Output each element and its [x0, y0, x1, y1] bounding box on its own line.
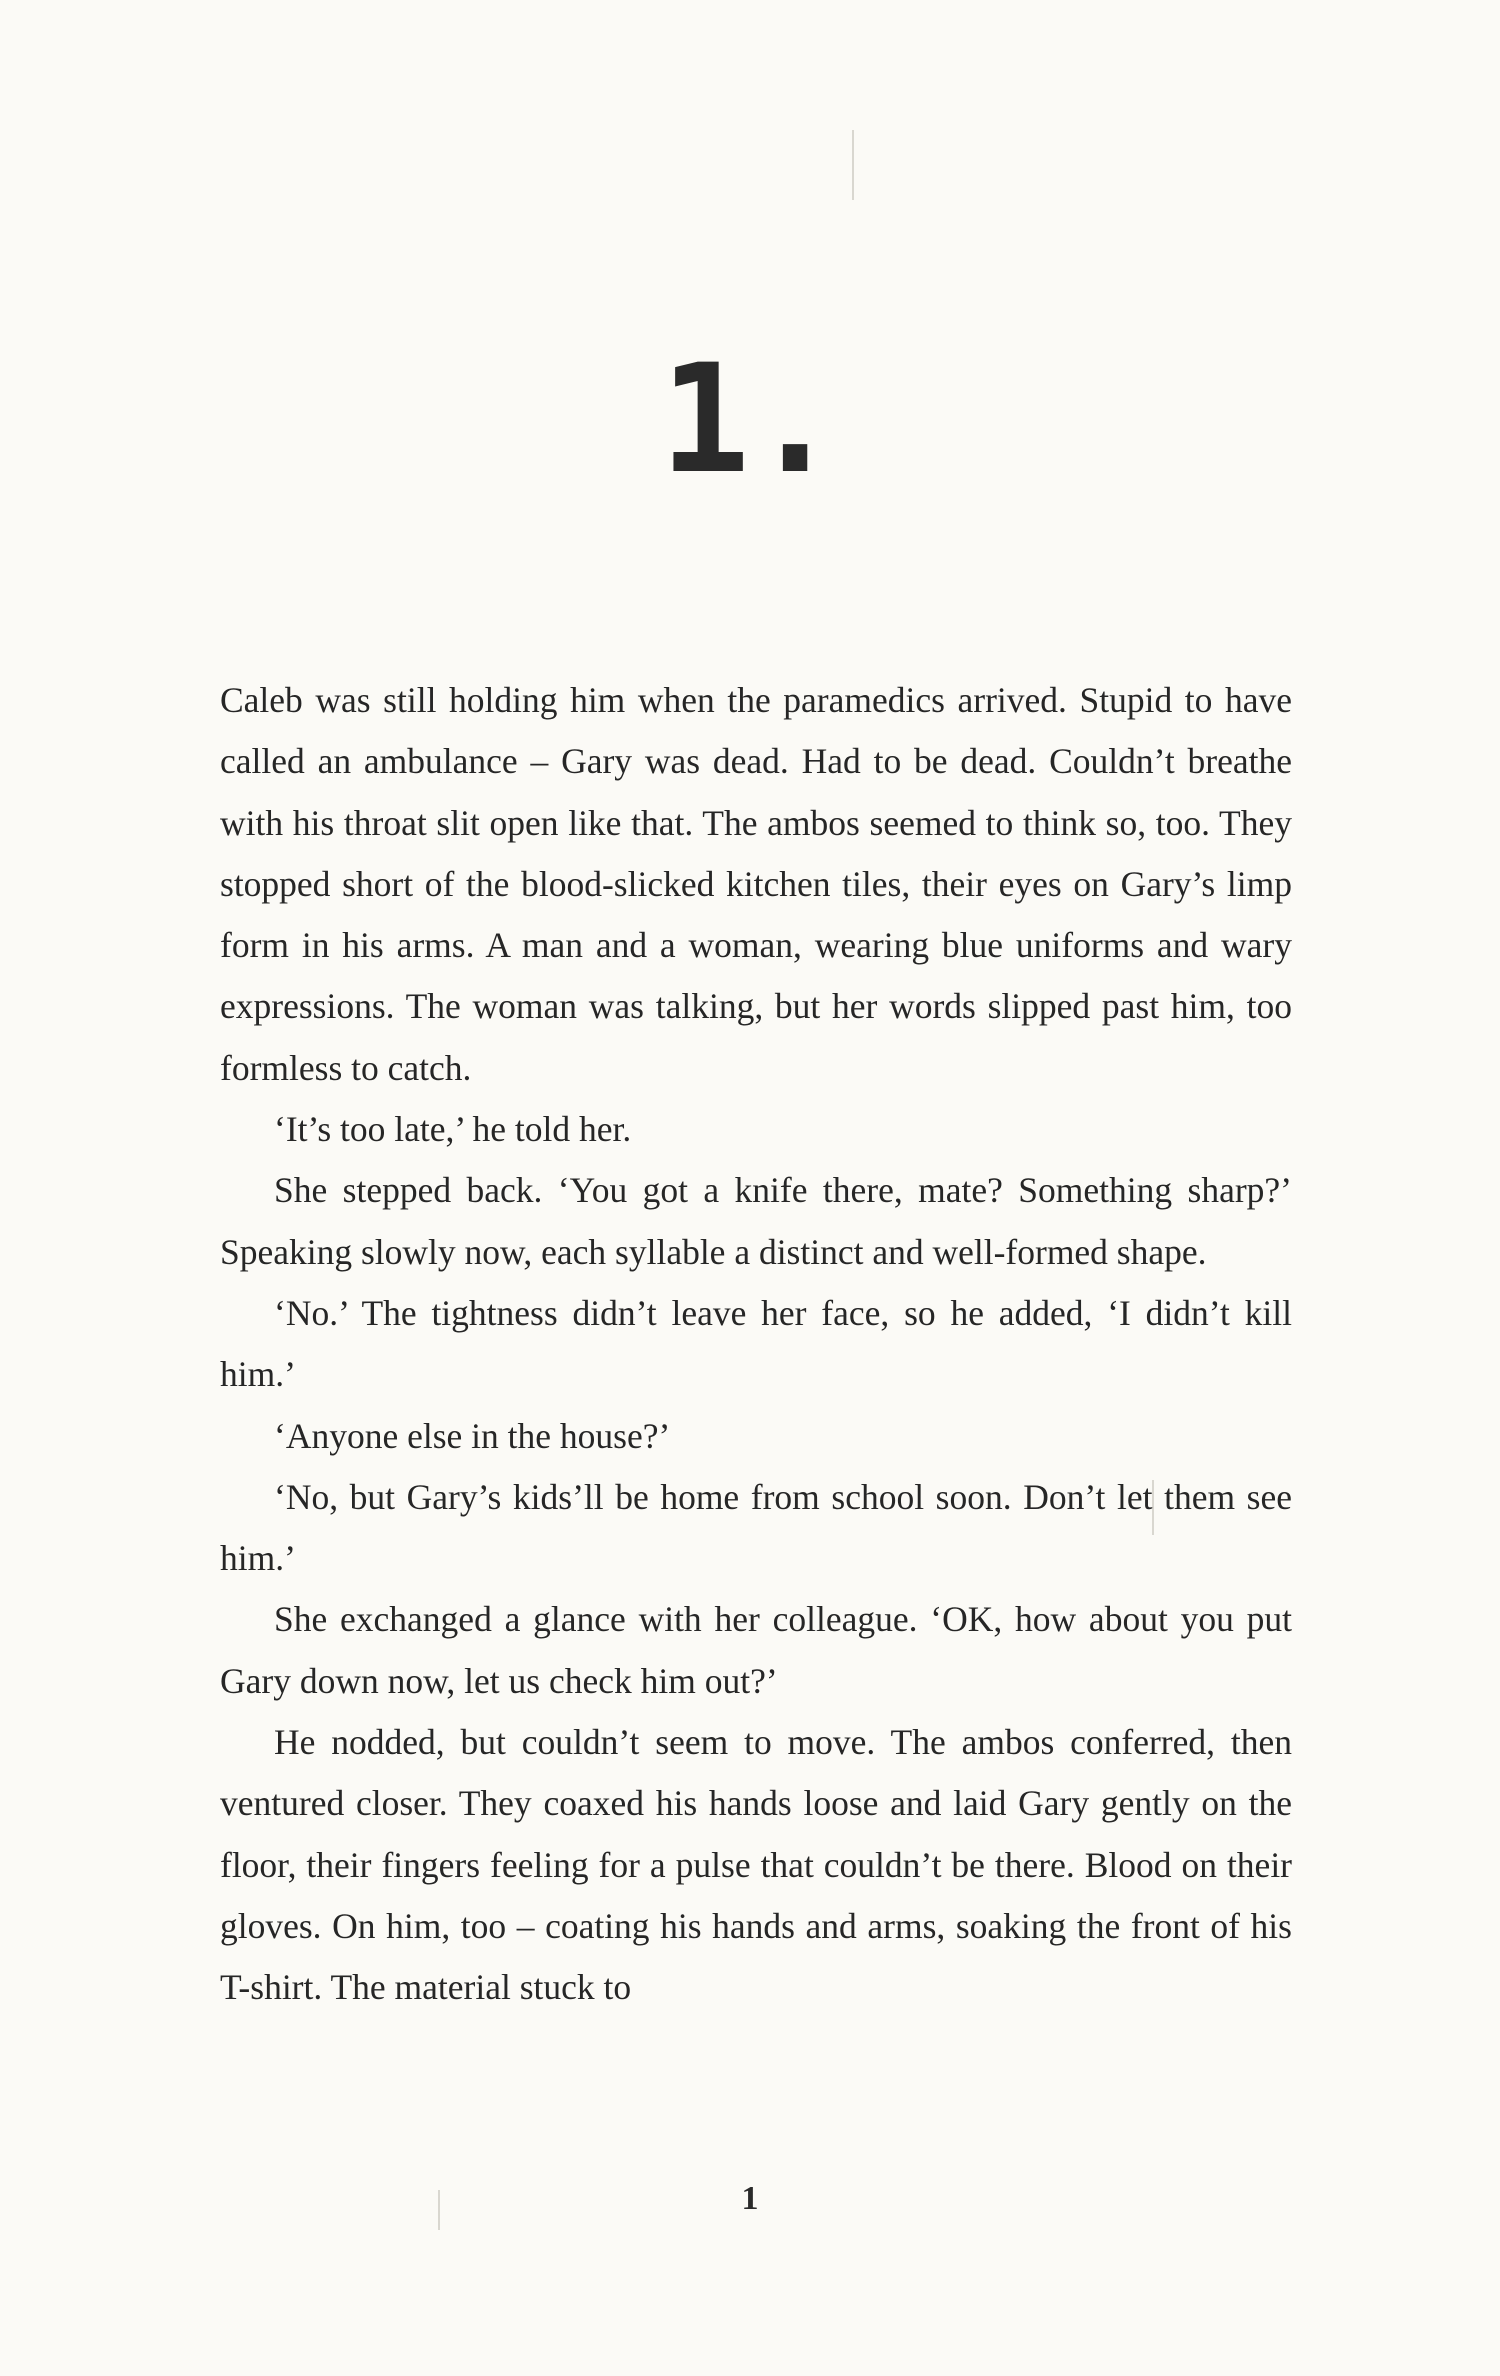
- chapter-number: 1.: [659, 333, 841, 507]
- scan-mark: [852, 130, 854, 200]
- paragraph: ‘Anyone else in the house?’: [274, 1415, 671, 1456]
- paragraph: She stepped back. ‘You got a knife there, mate? Something sharp?’ Speaking slowly now, each syllable a distinct and well-formed shape.: [220, 1170, 1292, 1272]
- paragraph: ‘It’s too late,’ he told her.: [274, 1109, 632, 1150]
- paragraph: ‘No, but Gary’s kids’ll be home from school soon. Don’t let them see him.’: [220, 1476, 1292, 1579]
- paragraph: ‘No.’ The tightness didn’t leave her face, so he added, ‘I didn’t kill him.’: [220, 1292, 1292, 1395]
- paragraph: Caleb was still holding him when the paramedics arrived. Stupid to have called an ambulance – Gary was dead. Had to be dead. Couldn’t breathe with his throat slit open like that. The ambos seemed to think so, too. They stopped short of the blood-slicked kitchen tiles, their eyes on Gary’s limp form in his arms. A man and a woman, wearing blue uniforms and wary expressions. The woman was talking, but her words slipped past him, too formless to catch.: [220, 680, 1292, 1088]
- paragraph: He nodded, but couldn’t seem to move. The ambos conferred, then ventured closer. They coaxed his hands loose and laid Gary gently on the floor, their fingers feeling for a pulse that couldn’t be there. Blood on their gloves. On him, too – coating his hands and arms, soaking the front of his T-shirt. The material stuck to: [220, 1722, 1292, 2008]
- page-number: 1: [741, 2180, 759, 2217]
- paragraph: She exchanged a glance with her colleague. ‘OK, how about you put Gary down now, let us check him out?’: [220, 1599, 1292, 1701]
- chapter-body: [220, 670, 1292, 2019]
